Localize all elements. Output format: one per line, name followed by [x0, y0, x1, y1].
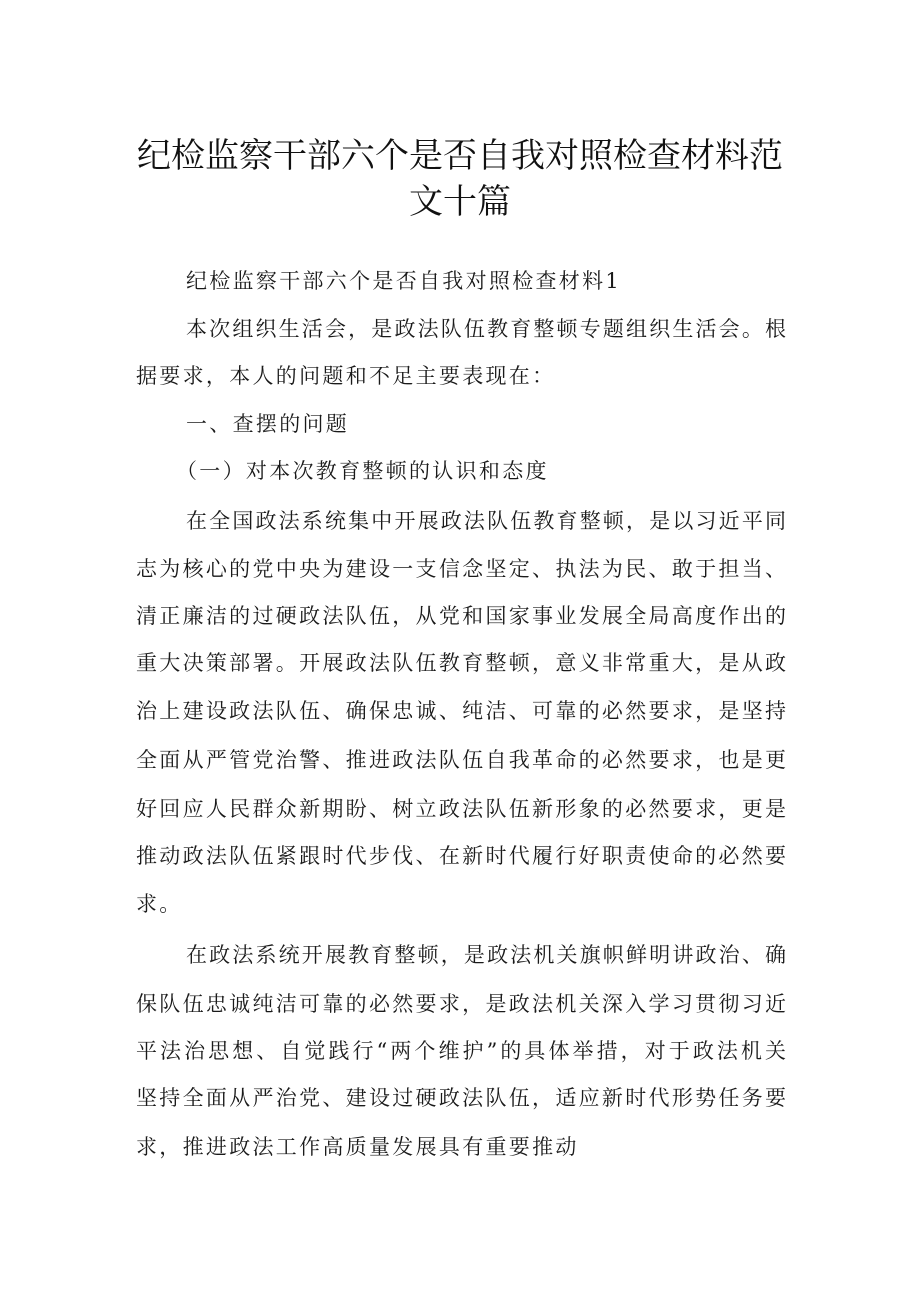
paragraph2-line-1: 在政法系统开展教育整顿，是政法机关旗帜鲜明讲政治、确 [186, 943, 786, 967]
paragraph1-line-6: 全面从严管党治警、推进政法队伍自我革命的必然要求，也是更 [136, 748, 786, 772]
document-title [120, 133, 800, 225]
intro-line-1: 本次组织生活会，是政法队伍教育整顿专题组织生活会。根 [186, 317, 786, 341]
paragraph1-line-9: 求。 [136, 892, 183, 916]
paragraph1-line-7: 好回应人民群众新期盼、树立政法队伍新形象的必然要求，更是 [136, 797, 786, 821]
document-subtitle: 纪检监察干部六个是否自我对照检查材料1 [186, 269, 622, 293]
paragraph1-line-2: 志为核心的党中央为建设一支信念坚定、执法为民、敢于担当、 [136, 557, 786, 581]
intro-line-2: 据要求，本人的问题和不足主要表现在： [136, 364, 556, 388]
paragraph1-line-5: 治上建设政法队伍、确保忠诚、纯洁、可靠的必然要求，是坚持 [136, 699, 786, 723]
title-line-1: 纪检监察干部六个是否自我对照检查材料范 [137, 136, 783, 176]
paragraph1-line-8: 推动政法队伍紧跟时代步伐、在新时代履行好职责使命的必然要 [136, 844, 786, 868]
paragraph1-line-4: 重大决策部署。开展政法队伍教育整顿，意义非常重大，是从政 [136, 651, 786, 675]
subsection-heading: （一）对本次教育整顿的认识和态度 [176, 459, 549, 483]
paragraph2-line-3: 平法治思想、自觉践行“两个维护”的具体举措，对于政法机关 [136, 1039, 786, 1063]
paragraph2-line-5: 求，推进政法工作高质量发展具有重要推动 [136, 1135, 579, 1159]
paragraph2-line-4: 坚持全面从严治党、建设过硬政法队伍，适应新时代形势任务要 [136, 1086, 786, 1110]
section-heading: 一、查摆的问题 [186, 412, 350, 436]
title-line-2: 文十篇 [409, 182, 511, 222]
paragraph1-line-3: 清正廉洁的过硬政法队伍，从党和国家事业发展全局高度作出的 [136, 604, 786, 628]
paragraph2-line-2: 保队伍忠诚纯洁可靠的必然要求，是政法机关深入学习贯彻习近 [136, 992, 786, 1016]
paragraph1-line-1: 在全国政法系统集中开展政法队伍教育整顿，是以习近平同 [186, 509, 786, 533]
